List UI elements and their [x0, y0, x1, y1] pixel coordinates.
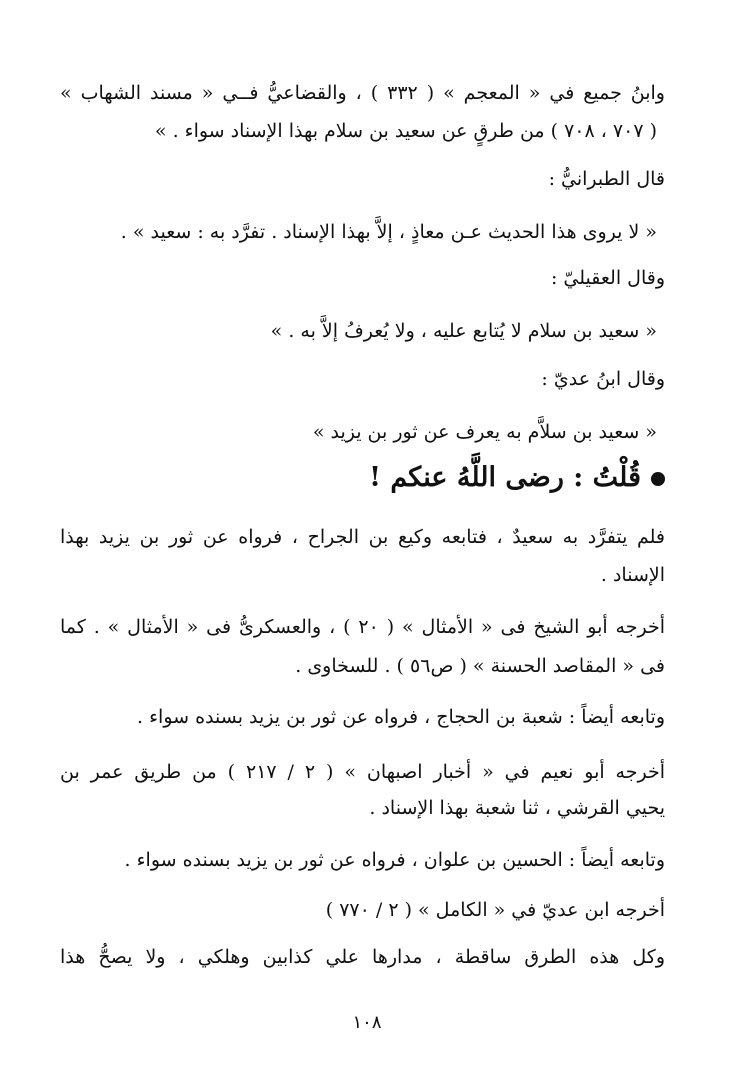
text-line: وتابعه أيضاً : الحسين بن علوان ، فرواه عن ثور بن يزيد بسنده سواء .	[124, 849, 665, 871]
text-line: الإسناد .	[600, 564, 665, 586]
text-line: قال الطبرانيُّ :	[548, 168, 665, 190]
text-line: يحيي القرشي ، ثنا شعبة بهذا الإسناد .	[369, 797, 665, 819]
text-line: وقال ابنُ عديّ :	[541, 368, 665, 390]
text-line: وابنُ جميع في « المعجم » ( ٣٣٢ ) ، والقضاعيُّ فــي « مسند الشهاب »	[60, 82, 665, 104]
text-line: أخرجه أبو نعيم في « أخبار اصبهان » ( ٢ / ٢١٧ ) من طريق عمر بن	[60, 761, 665, 783]
quote-line: « لا يروى هذا الحديث عـن معاذٍ ، إلاَّ بهذا الإسناد . تفرَّد به : سعيد » .	[120, 221, 657, 243]
text-line: ( ٧٠٧ ، ٧٠٨ ) من طرقٍ عن سعيد بن سلام بهذا الإسناد سواء . »	[154, 120, 657, 142]
quote-line: « سعيد بن سلاَّم به يعرف عن ثور بن يزيد »	[312, 421, 657, 443]
text-line: أخرجه أبو الشيخ فى « الأمثال » ( ٢٠ ) ، والعسكرىُّ فى « الأمثال » . كما	[60, 616, 665, 638]
text-line: وقال العقيليّ :	[550, 267, 665, 289]
bullet-icon	[651, 472, 665, 486]
heading-text: قُلْتُ : رضى اللَّهُ عنكم !	[369, 462, 641, 493]
text-line: أخرجه ابن عديّ في « الكامل » ( ٢ / ٧٧٠ )	[325, 899, 665, 921]
text-line: فلم يتفرَّد به سعيدٌ ، فتابعه وكيع بن الجراح ، فرواه عن ثور بن يزيد بهذا	[60, 526, 665, 548]
page-number: ١٠٨	[352, 1012, 382, 1033]
text-line: وتابعه أيضاً : شعبة بن الحجاج ، فرواه عن ثور بن يزيد بسنده سواء .	[137, 706, 665, 728]
quote-line: « سعيد بن سلام لا يُتابع عليه ، ولا يُعرفُ إلاَّ به . »	[270, 320, 657, 342]
text-line: وكل هذه الطرق ساقطة ، مدارها علي كذابين وهلكي ، ولا يصحُّ هذا	[60, 946, 665, 968]
text-line: فى « المقاصد الحسنة » ( ص٥٦ ) . للسخاوى .	[295, 655, 665, 677]
section-heading	[369, 460, 665, 496]
